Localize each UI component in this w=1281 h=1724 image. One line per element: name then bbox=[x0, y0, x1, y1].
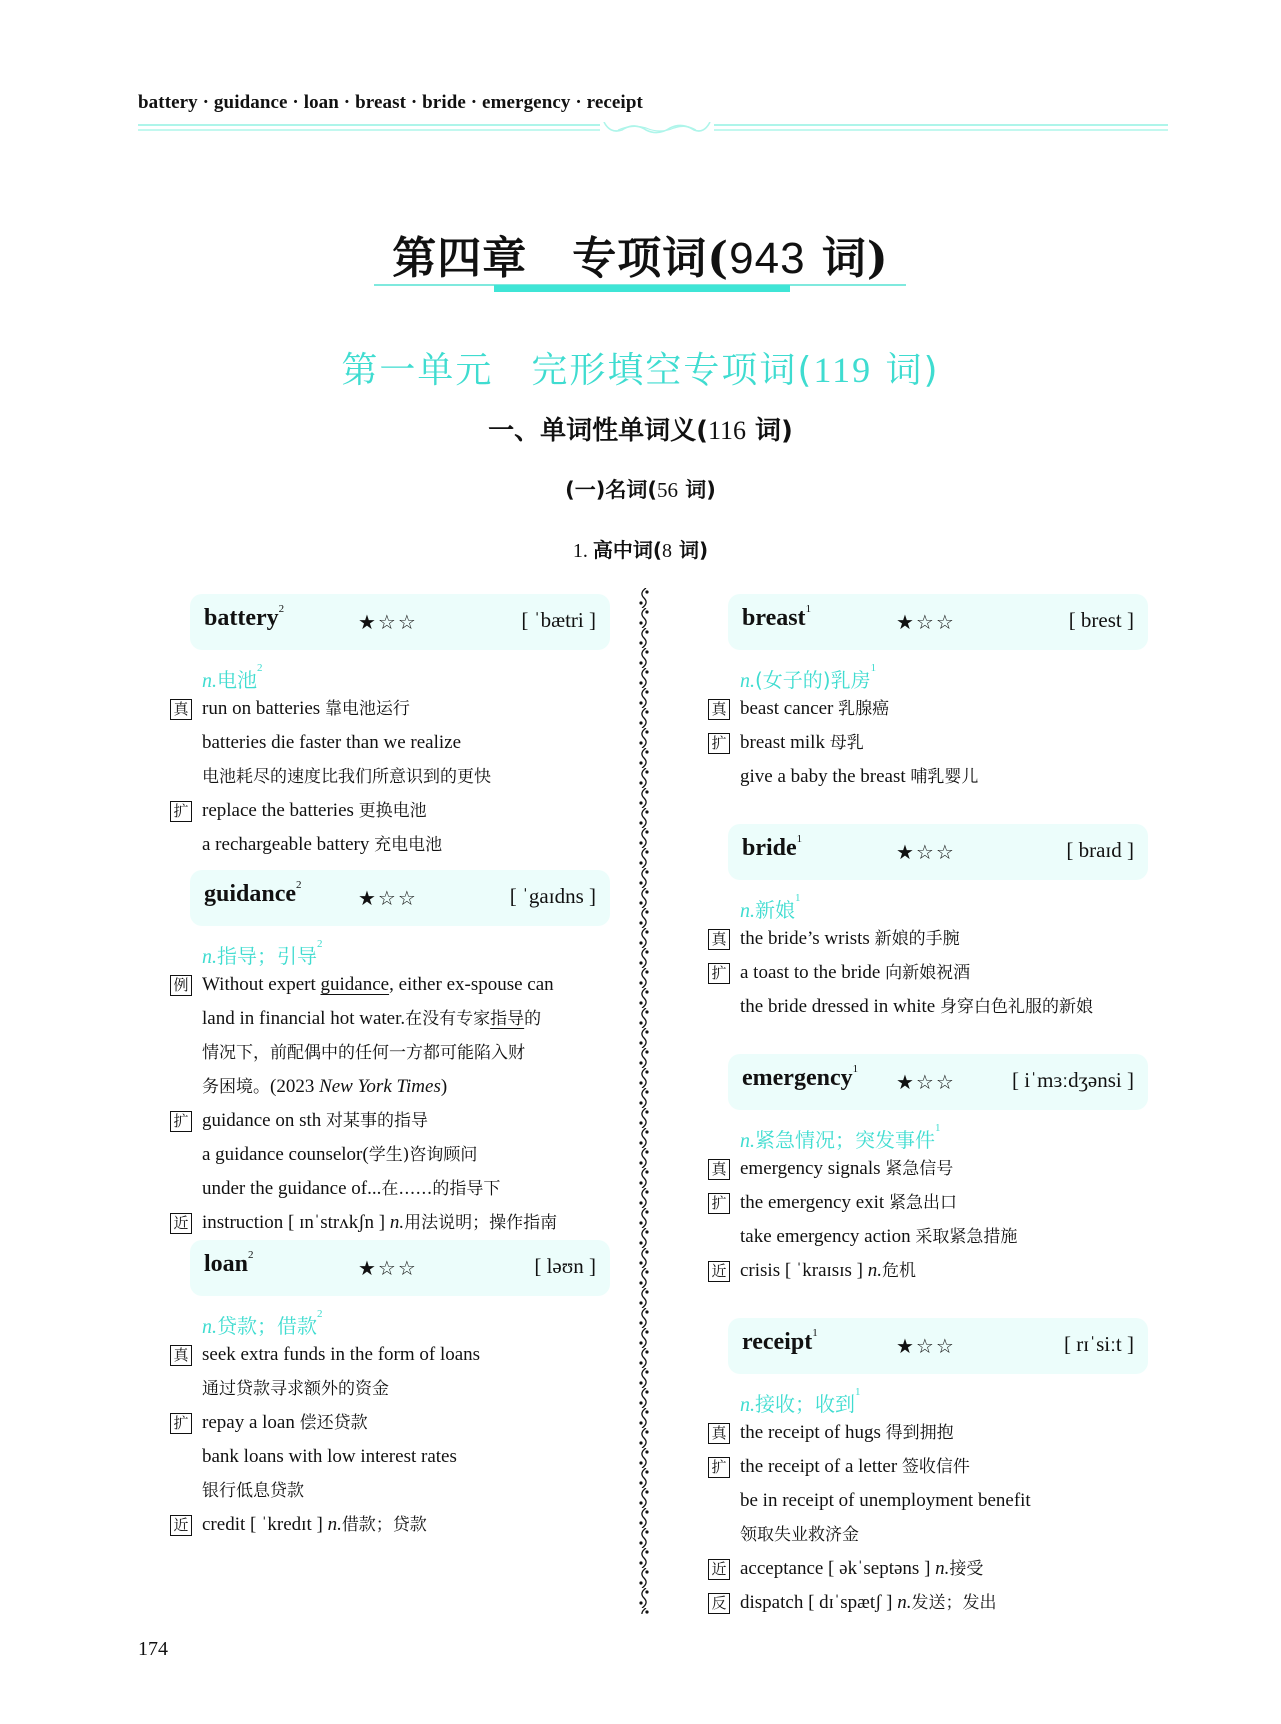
usage-line: 真 the receipt of hugs 得到拥抱 bbox=[708, 1416, 1148, 1450]
subsection-title-text: (一)名词( bbox=[565, 478, 657, 502]
difficulty-stars: ★☆☆ bbox=[896, 610, 956, 634]
synonym-line: 近 credit [ ˈkredɪt ] n.借款；贷款 bbox=[170, 1508, 610, 1542]
definition: n.紧急情况；突发事件$^1$ bbox=[740, 1122, 941, 1152]
frequency-superscript: 2 bbox=[278, 603, 285, 615]
chapter-title bbox=[0, 222, 1281, 286]
headword: bride$^1$ bbox=[742, 833, 803, 861]
difficulty-stars: ★☆☆ bbox=[896, 1334, 956, 1358]
usage-line: 真 emergency signals 紧急信号 bbox=[708, 1152, 1148, 1186]
definition: n.接收；收到$^1$ bbox=[740, 1386, 861, 1416]
extend-tag-icon: 扩 bbox=[170, 1413, 192, 1434]
phonetic: [ ˈbætri ] bbox=[521, 608, 596, 632]
usage-line: be in receipt of unemployment benefit bbox=[740, 1490, 1031, 1511]
usage-line: bank loans with low interest rates bbox=[202, 1446, 457, 1467]
usage-line: 真 the bride’s wrists 新娘的手腕 bbox=[708, 922, 1148, 956]
chapter-title-text: 第四章 专项词( bbox=[392, 233, 730, 284]
unit-title bbox=[0, 342, 1281, 393]
synonym-line: 近 crisis [ ˈkraɪsɪs ] n.危机 bbox=[708, 1254, 1148, 1288]
header-ornament-rule bbox=[138, 122, 1168, 136]
difficulty-stars: ★☆☆ bbox=[358, 610, 418, 634]
section-title bbox=[0, 410, 1281, 447]
antonym-tag-icon: 反 bbox=[708, 1593, 730, 1614]
headword: guidance$^2$ bbox=[204, 879, 302, 907]
group-title-text: 高中词( bbox=[592, 538, 663, 562]
frequency-superscript: 1 bbox=[796, 833, 803, 845]
real-exam-tag-icon: 真 bbox=[708, 699, 730, 720]
extend-tag-icon: 扩 bbox=[708, 733, 730, 754]
definition: n.(女子的)乳房$^1$ bbox=[740, 662, 877, 692]
group-title bbox=[0, 534, 1281, 563]
word-header bbox=[190, 1240, 610, 1296]
definition: n.指导；引导$^2$ bbox=[202, 938, 323, 968]
headword: emergency$^1$ bbox=[742, 1063, 859, 1091]
word-header bbox=[190, 594, 610, 650]
frequency-superscript: 1 bbox=[852, 1063, 859, 1075]
phonetic: [ brest ] bbox=[1068, 608, 1134, 632]
word-entry-emergency bbox=[708, 1054, 1148, 1288]
near-synonym-tag-icon: 近 bbox=[708, 1261, 730, 1282]
example-line: 情况下，前配偶中的任何一方都可能陷入财 bbox=[202, 1043, 525, 1063]
word-header bbox=[728, 594, 1148, 650]
usage-line: 通过贷款寻求额外的资金 bbox=[202, 1379, 389, 1399]
frequency-superscript: 2 bbox=[296, 879, 302, 891]
antonym-line: 反 dispatch [ dɪˈspætʃ ] n.发送；发出 bbox=[708, 1586, 1148, 1620]
group-number: 1. bbox=[572, 540, 593, 562]
real-exam-tag-icon: 真 bbox=[708, 1423, 730, 1444]
word-header bbox=[190, 870, 610, 926]
headword: receipt$^1$ bbox=[742, 1327, 818, 1355]
word-header bbox=[728, 824, 1148, 880]
usage-line: 领取失业救济金 bbox=[740, 1525, 859, 1545]
subsection-word-count: 56 bbox=[656, 478, 678, 502]
extend-tag-icon: 扩 bbox=[708, 1193, 730, 1214]
subsection-title-unit: 词) bbox=[677, 478, 716, 502]
usage-line: 真 seek extra funds in the form of loans bbox=[170, 1338, 610, 1372]
synonym-line: 近 instruction [ ɪnˈstrʌkʃn ] n.用法说明；操作指南 bbox=[170, 1206, 610, 1240]
word-entry-guidance bbox=[170, 870, 610, 1240]
usage-line: give a baby the breast 哺乳婴儿 bbox=[740, 766, 979, 787]
usage-line: 扩 the receipt of a letter 签收信件 bbox=[708, 1450, 1148, 1484]
usage-line: a guidance counselor(学生)咨询顾问 bbox=[202, 1144, 478, 1165]
usage-line: 银行低息贷款 bbox=[202, 1481, 304, 1501]
word-header bbox=[728, 1054, 1148, 1110]
usage-line: the bride dressed in white 身穿白色礼服的新娘 bbox=[740, 996, 1093, 1017]
example-line: 务困境。(2023 New York Times) bbox=[202, 1076, 448, 1097]
usage-line: 电池耗尽的速度比我们所意识到的更快 bbox=[202, 767, 491, 787]
unit-title-unit: 词) bbox=[872, 350, 940, 391]
example-line: land in financial hot water.在没有专家指导的 bbox=[202, 1008, 542, 1029]
subsection-title bbox=[0, 474, 1281, 504]
word-entry-receipt bbox=[708, 1318, 1148, 1620]
group-word-count: 8 bbox=[662, 540, 673, 562]
difficulty-stars: ★☆☆ bbox=[358, 1256, 418, 1280]
headword: battery$^2$ bbox=[204, 603, 285, 631]
usage-line: a rechargeable battery 充电电池 bbox=[202, 834, 443, 855]
synonym-line: 近 acceptance [ əkˈseptəns ] n.接受 bbox=[708, 1552, 1148, 1586]
word-entry-battery bbox=[170, 594, 610, 862]
phonetic: [ rɪˈsiːt ] bbox=[1064, 1332, 1134, 1356]
headword: breast$^1$ bbox=[742, 603, 812, 631]
real-exam-tag-icon: 真 bbox=[708, 929, 730, 950]
chapter-word-count: 943 bbox=[729, 234, 806, 283]
example-tag-icon: 例 bbox=[170, 975, 192, 996]
page-number: 174 bbox=[138, 1638, 168, 1660]
frequency-superscript: 1 bbox=[805, 603, 812, 615]
frequency-superscript: 1 bbox=[812, 1327, 818, 1339]
usage-line: 真 beast cancer 乳腺癌 bbox=[708, 692, 1148, 726]
definition: n.贷款；借款$^2$ bbox=[202, 1308, 323, 1338]
phonetic: [ ləʊn ] bbox=[534, 1254, 596, 1278]
usage-line: batteries die faster than we realize bbox=[202, 732, 461, 753]
usage-line: under the guidance of...在……的指导下 bbox=[202, 1178, 501, 1199]
usage-line: take emergency action 采取紧急措施 bbox=[740, 1226, 1018, 1247]
definition: n.电池$^2$ bbox=[202, 662, 263, 692]
word-entry-breast bbox=[708, 594, 1148, 794]
headword: loan$^2$ bbox=[204, 1249, 254, 1277]
phonetic: [ iˈmɜːdʒənsi ] bbox=[1012, 1068, 1134, 1092]
near-synonym-tag-icon: 近 bbox=[170, 1213, 192, 1234]
word-entry-bride bbox=[708, 824, 1148, 1024]
usage-line: 扩 repay a loan 偿还贷款 bbox=[170, 1406, 610, 1440]
difficulty-stars: ★☆☆ bbox=[358, 886, 418, 910]
extend-tag-icon: 扩 bbox=[708, 963, 730, 984]
extend-tag-icon: 扩 bbox=[170, 1111, 192, 1132]
definition: n.新娘$^1$ bbox=[740, 892, 801, 922]
extend-tag-icon: 扩 bbox=[708, 1457, 730, 1478]
chapter-rule-accent bbox=[494, 285, 790, 292]
real-exam-tag-icon: 真 bbox=[708, 1159, 730, 1180]
usage-line: 扩 a toast to the bride 向新娘祝酒 bbox=[708, 956, 1148, 990]
section-title-text: 一、单词性单词义( bbox=[488, 416, 708, 446]
extend-tag-icon: 扩 bbox=[170, 801, 192, 822]
near-synonym-tag-icon: 近 bbox=[708, 1559, 730, 1580]
group-title-unit: 词) bbox=[672, 538, 709, 562]
example-line: 例 Without expert guidance, either ex-spouse can bbox=[170, 968, 610, 1002]
running-header: battery · guidance · loan · breast · bride · emergency · receipt bbox=[138, 92, 643, 113]
real-exam-tag-icon: 真 bbox=[170, 1345, 192, 1366]
real-exam-tag-icon: 真 bbox=[170, 699, 192, 720]
usage-line: 真 run on batteries 靠电池运行 bbox=[170, 692, 610, 726]
usage-line: 扩 replace the batteries 更换电池 bbox=[170, 794, 610, 828]
section-word-count: 116 bbox=[707, 416, 746, 445]
difficulty-stars: ★☆☆ bbox=[896, 840, 956, 864]
section-title-unit: 词) bbox=[746, 416, 793, 446]
column-divider-ornament bbox=[636, 588, 652, 1614]
unit-title-text: 第一单元 完形填空专项词( bbox=[341, 350, 814, 391]
near-synonym-tag-icon: 近 bbox=[170, 1515, 192, 1536]
difficulty-stars: ★☆☆ bbox=[896, 1070, 956, 1094]
usage-line: 扩 breast milk 母乳 bbox=[708, 726, 1148, 760]
phonetic: [ ˈgaɪdns ] bbox=[509, 884, 596, 908]
phonetic: [ braɪd ] bbox=[1066, 838, 1134, 862]
unit-word-count: 119 bbox=[813, 350, 873, 390]
chapter-title-unit: 词) bbox=[805, 233, 889, 284]
frequency-superscript: 2 bbox=[248, 1249, 254, 1261]
usage-line: 扩 guidance on sth 对某事的指导 bbox=[170, 1104, 610, 1138]
usage-line: 扩 the emergency exit 紧急出口 bbox=[708, 1186, 1148, 1220]
word-entry-loan bbox=[170, 1240, 610, 1542]
word-header bbox=[728, 1318, 1148, 1374]
